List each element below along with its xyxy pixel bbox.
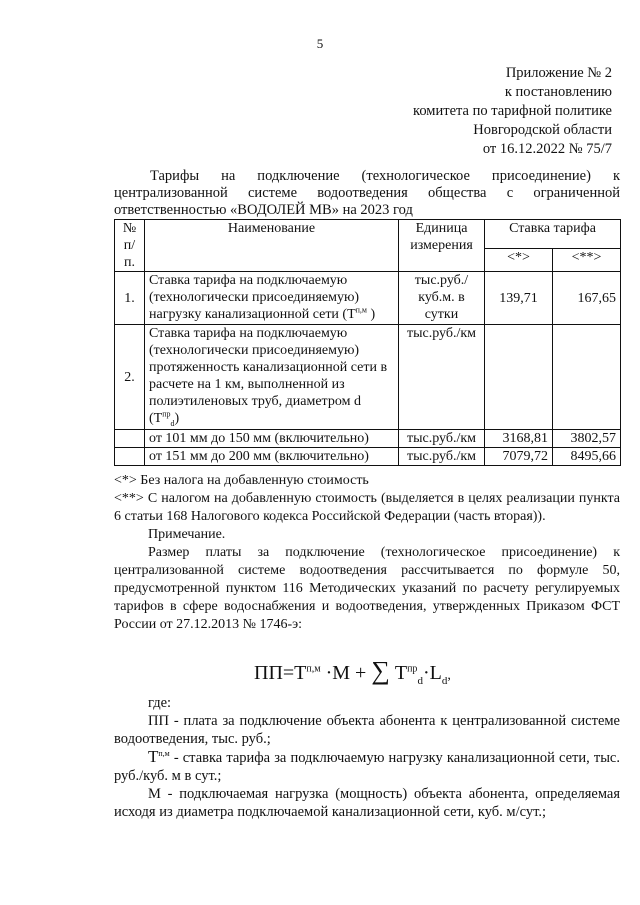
formula-lhs: ПП [254,662,283,684]
formula-eq: = [282,662,295,684]
appendix-line: Новгородской области [473,122,612,138]
row-value-no-vat: 139,71 [485,272,553,325]
symbol-close: ) [174,411,180,426]
formula-l-sub: d [441,675,448,687]
page-number: 5 [316,36,324,51]
header-num: № п/п. [115,220,145,272]
tariff-table [114,219,621,466]
header-name: Наименование [145,220,399,272]
formula-t2-sub: d [417,675,423,687]
row-name-text: Ставка тарифа на подключаемую (технологически присоединяемую) нагрузку канализационной сети (Т [149,273,360,322]
appendix-line: от 16.12.2022 № 75/7 [482,141,612,157]
formula-dot-m: ·М + [325,662,367,684]
symbol-open: (Т [149,411,163,426]
title-line: Тарифы на подключение (технологическое присоединение) к [150,168,620,184]
footnote-no-vat: <*> Без налога на добавленную стоимость [114,473,369,488]
definition-t-superscript: п,м [158,749,170,759]
payment-formula [254,656,451,687]
formula-comma: , [447,668,451,683]
header-rate-vat: <**> [553,249,621,272]
row-value-no-vat [485,325,553,430]
row-value-no-vat: 7079,72 [485,448,553,466]
row-unit: тыс.руб./ куб.м. в сутки [399,272,485,325]
formula-sum: ∑ [371,656,390,685]
formula-dot-l: ·L [422,662,442,684]
row-value-vat: 3802,57 [553,430,621,448]
row-name [145,325,399,430]
symbol-superscript: п,м [355,305,367,315]
definition-t-text: - ставка тарифа за подключаемую нагрузку канализационной сети, тыс. руб./куб. м в сут.; [114,750,620,784]
row-value-vat [553,325,621,430]
formula-t1: Т [294,662,307,684]
row-num [115,448,145,466]
row-name-end: ) [370,307,376,322]
formula-t2: Т [394,662,408,684]
definition-t-symbol: Т [148,747,159,766]
formula-t2-sup: пр [407,663,418,675]
appendix-line: комитета по тарифной политике [413,103,612,119]
row-name [145,272,399,325]
row-name: от 151 мм до 200 мм (включительно) [145,448,399,466]
header-rate-no-vat: <*> [485,249,553,272]
row-value-no-vat: 3168,81 [485,430,553,448]
row-num: 2. [115,325,145,430]
table-header-row [115,220,621,249]
note-text: Размер платы за подключение (технологическое присоединение) к централизованной системе водоотведения рассчитывается по формуле 50, предусмотренной пунктом 116 Методических указаний по расчету регулируемых тарифов в сфере водоснабжения и водоотведения, утвержденных Приказом ФСТ России от 27.12.2013 № 1746-э: [114,545,620,632]
notes-section [114,472,620,634]
symbol-superscript: пр [162,409,171,419]
row-unit: тыс.руб./км [399,325,485,430]
row-name-text: Ставка тарифа на подключаемую (технологически присоединяемую) протяженность канализационной сети в расчете на 1 км, выполненной из полиэтиленовых труб, диаметром d [149,326,388,409]
definition-where: где: [148,695,172,711]
appendix-line: Приложение № 2 [505,65,612,81]
row-name: от 101 мм до 150 мм (включительно) [145,430,399,448]
header-rate: Ставка тарифа [485,220,621,249]
document-title [114,168,620,219]
table-row [115,430,621,448]
footnote-vat: <**> С налогом на добавленную стоимость (выделяется в целях реализации пункта 6 статьи 168 Налогового кодекса Российской Федерации (часть вторая)). [114,491,620,524]
row-value-vat: 167,65 [553,272,621,325]
appendix-line: к постановлению [504,84,612,100]
note-label: Примечание. [148,527,226,542]
appendix-header [413,64,612,159]
row-unit: тыс.руб./км [399,430,485,448]
title-line: ответственностью «ВОДОЛЕЙ МВ» на 2023 год [114,202,413,218]
row-unit: тыс.руб./км [399,448,485,466]
row-num: 1. [115,272,145,325]
row-num [115,430,145,448]
table-row [115,272,621,325]
table-row [115,448,621,466]
title-line: централизованной системе водоотведения общества с ограниченной [114,185,620,201]
symbol-subscript: d [170,418,175,428]
definition-m: М - подключаемая нагрузка (мощность) объекта абонента, определяемая исходя из диаметра подключаемой канализационной сети, куб. м/сут.; [114,786,620,820]
table-row [115,325,621,430]
header-unit: Единица измерения [399,220,485,272]
definition-t [114,748,620,785]
definition-pp: ПП - плата за подключение объекта абонента к централизованной системе водоотведения, тыс. руб.; [114,713,620,747]
formula-t1-sup: п,м [306,663,321,675]
definitions-section [114,694,620,821]
row-value-vat: 8495,66 [553,448,621,466]
